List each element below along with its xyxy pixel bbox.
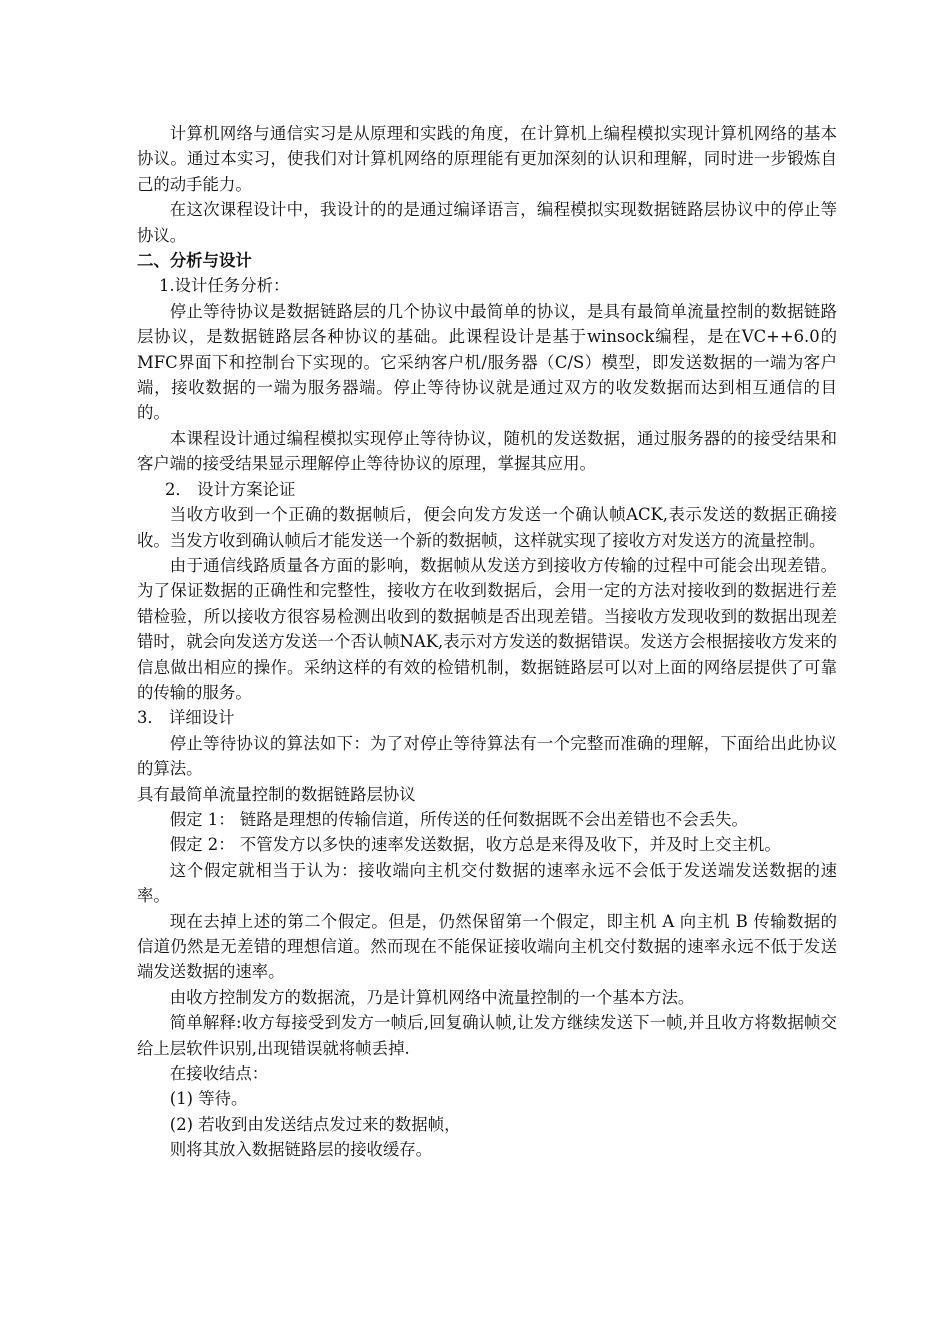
simple-explanation-paragraph: 简单解释:收方每接受到发方一帧后,回复确认帧,让发方继续发送下一帧,并且收方将数据帧交给上层软件识别,出现错误就将帧丢掉.	[137, 1013, 837, 1058]
subsection-heading-detailed-design: 3． 详细设计	[137, 708, 235, 728]
receiver-step-1: (1) 等待。	[169, 1089, 248, 1109]
design-proof-paragraph-1: 当收方收到一个正确的数据帧后，便会向发方发送一个确认帧ACK,表示发送的数据正确接收。当发方收到确认帧后才能发送一个新的数据帧，这样就实现了接收方对发送方的流量控制。	[137, 505, 837, 550]
design-proof-paragraph-2: 由于通信线路质量各方面的影响，数据帧从发送方到接收方传输的过程中可能会出现差错。为了保证数据的正确性和完整性，接收方在收到数据后，会用一定的方法对接收到的数据进行差错检验，所以接收方很容易检测出收到的数据帧是否出现差错。当接收方发现收到的数据出现差错时，就会向发送方发送一个否认帧NAK,表示对方发送的数据错误。发送方会根据接收方发来的信息做出相应的操作。采纳这样的有效的检错机制，数据链路层可以对上面的网络层提供了可靠的传输的服务。	[137, 555, 837, 702]
remove-assumption-paragraph: 现在去掉上述的第二个假定。但是，仍然保留第一个假定，即主机 A 向主机 B 传输数据的信道仍然是无差错的理想信道。然而现在不能保证接收端向主机交付数据的速率永远不低于发送端发送数据的速率。	[137, 911, 837, 982]
intro-paragraph-1: 计算机网络与通信实习是从原理和实践的角度，在计算机上编程模拟实现计算机网络的基本协议。通过本实习，使我们对计算机网络的原理能有更加深刻的认识和理解，同时进一步锻炼自己的动手能力。	[137, 124, 837, 194]
protocol-title: 具有最简单流量控制的数据链路层协议	[137, 784, 416, 804]
assumption-2: 假定 2： 不管发方以多快的速率发送数据，收方总是来得及收下，并及时上交主机。	[169, 835, 781, 855]
equivalence-paragraph: 这个假定就相当于认为：接收端向主机交付数据的速率永远不会低于发送端发送数据的速率。	[137, 860, 837, 906]
assumption-1: 假定 1： 链路是理想的传输信道，所传送的任何数据既不会出差错也不会丢失。	[169, 809, 748, 829]
receiver-step-2-continued: 则将其放入数据链路层的接收缓存。	[169, 1140, 433, 1160]
receiver-node-heading: 在接收结点：	[169, 1064, 269, 1084]
flow-control-paragraph: 由收方控制发方的数据流，乃是计算机网络中流量控制的一个基本方法。	[169, 987, 695, 1007]
detailed-design-paragraph-1: 停止等待协议的算法如下：为了对停止等待算法有一个完整而准确的理解，下面给出此协议的算法。	[137, 733, 837, 779]
subsection-heading-task-analysis: 1.设计任务分析：	[159, 276, 290, 296]
receiver-step-2: (2) 若收到由发送结点发过来的数据帧，	[169, 1114, 461, 1134]
subsection-heading-design-proof: 2． 设计方案论证	[165, 479, 296, 499]
document-body	[137, 121, 837, 1163]
task-analysis-paragraph-2: 本课程设计通过编程模拟实现停止等待协议，随机的发送数据，通过服务器的的接受结果和客户端的接受结果显示理解停止等待协议的原理，掌握其应用。	[137, 428, 837, 474]
section-heading-analysis-design: 二、分析与设计	[137, 251, 252, 271]
intro-paragraph-2: 在这次课程设计中，我设计的的是通过编译语言，编程模拟实现数据链路层协议中的停止等协议。	[137, 200, 837, 245]
task-analysis-paragraph-1: 停止等待协议是数据链路层的几个协议中最简单的协议，是具有最简单流量控制的数据链路层协议，是数据链路层各种协议的基础。此课程设计是基于winsock编程，是在VC++6.0的MFC界面下和控制台下实现的。它采纳客户机/服务器（C/S）模型，即发送数据的一端为客户端，接收数据的一端为服务器端。停止等待协议就是通过双方的收发数据而达到相互通信的目的。	[137, 301, 837, 423]
